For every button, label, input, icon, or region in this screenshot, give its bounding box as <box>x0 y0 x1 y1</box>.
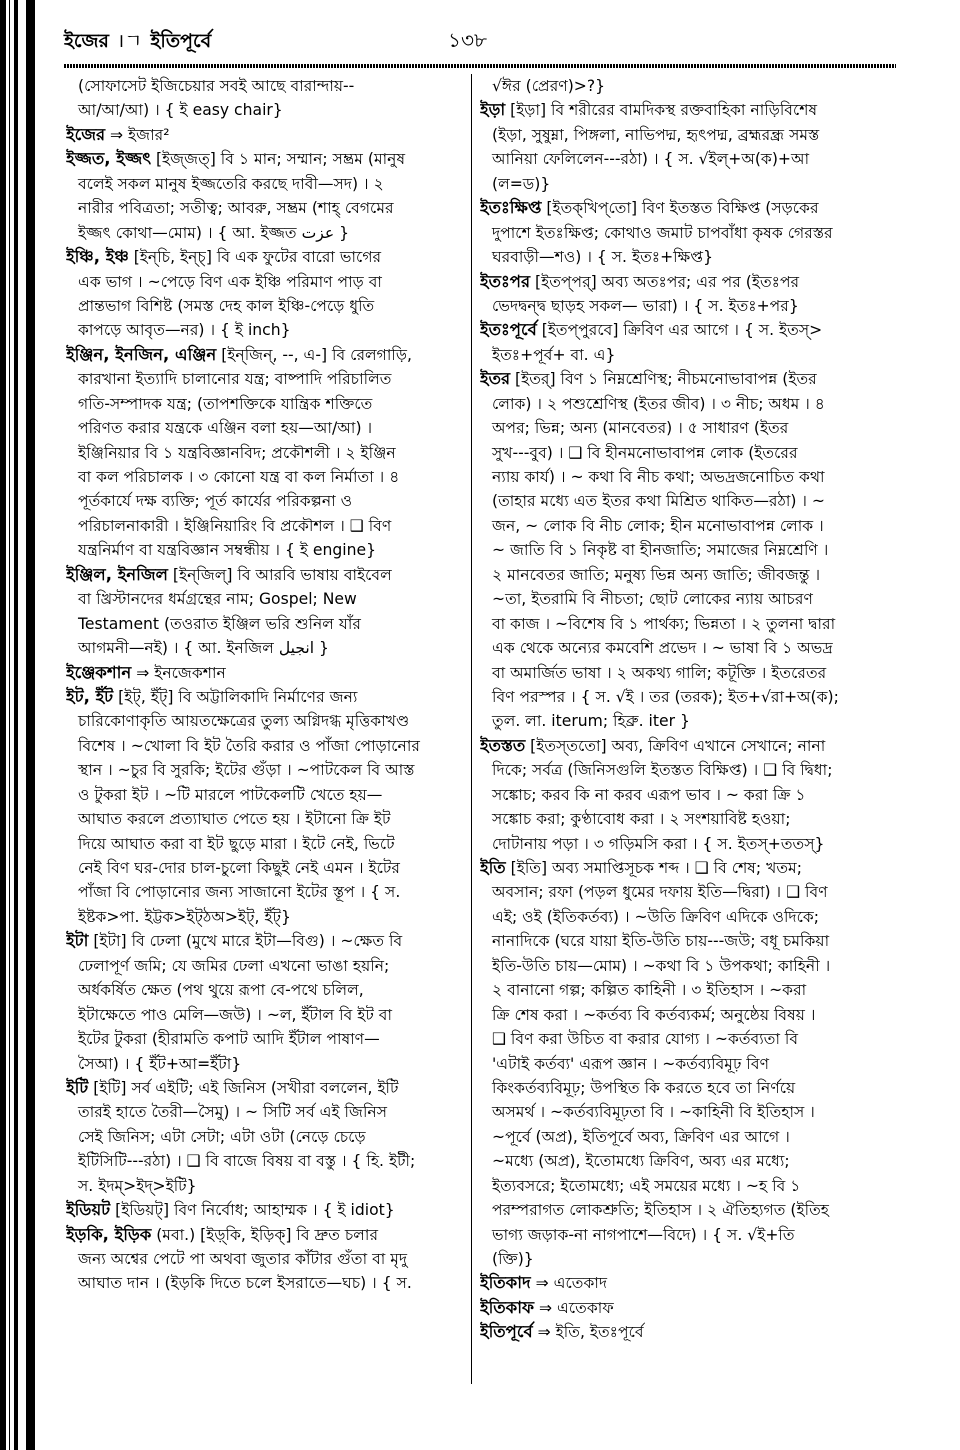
definition-text: নারীর পবিত্রতা; সতীত্ব; আবরু, সম্ভ্রম (শাহ্‌ বেগমের <box>78 199 394 218</box>
headword: ইতিপূর্বে <box>480 1322 533 1342</box>
text-line <box>66 294 462 318</box>
entry-line <box>66 661 462 685</box>
entry-line <box>480 270 894 294</box>
guide-words <box>64 26 211 59</box>
text-line <box>480 905 894 929</box>
text-line <box>66 489 462 513</box>
definition-text: ❑ বিণ করা উচিত বা করার যোগ্য । ~কর্তব্যতা বি <box>492 1030 799 1049</box>
text-line <box>480 1198 894 1222</box>
definition-text: 'এটাই কর্তব্য' এরূপ জ্ঞান । ~কর্তব্যবিমূঢ় বিণ <box>492 1054 769 1073</box>
definition-text: বিশেষ । ~খোলা বি ইট তৈরি করার ও পাঁজা পোড়ানোর <box>78 736 420 755</box>
text-line <box>480 1174 894 1198</box>
headword: ইতঃপর <box>480 271 531 291</box>
definition-text: সেই জিনিস; এটা সেটা; এটা ওটা (নেড়ে চেড়ে <box>78 1127 366 1146</box>
definition-text: পূর্তকার্যে দক্ষ ব্যক্তি; পূর্ত কার্যের পরিকল্পনা ও <box>78 492 353 511</box>
definition-text: আঘাত করলে প্রত্যাঘাত পেতে হয় । ইটানো ক্রি ইট <box>78 810 391 829</box>
text-line <box>66 1052 462 1076</box>
right-column <box>480 74 894 1345</box>
definition-text: কাপড়ে আবৃত—নর) । { ই inch} <box>78 321 291 340</box>
definition-text: ভেদদ্বন্দ্ব ছাড়হ সকল— ভারা) । { স. ইতঃ+পর} <box>492 296 799 315</box>
text-line <box>480 1247 894 1271</box>
text-line <box>66 1027 462 1051</box>
text-line <box>480 783 894 807</box>
definition-text: জন্য অশ্বের পেটে পা অথবা জুতার কাঁটার গুঁতা বা মৃদু <box>78 1250 408 1268</box>
entry-line <box>66 1198 462 1222</box>
page-number: ১৩৮ <box>448 28 487 52</box>
entry-line <box>480 196 894 220</box>
definition-text: ক্রি শেষ করা । ~কর্তব্য বি কর্তব্যকর্ম; অনুষ্ঠেয় বিষয় । <box>492 1005 816 1024</box>
text-line <box>66 954 462 978</box>
definition-text: [ইটি] সর্ব এইটি; এই জিনিস (সখীরা বললেন, ইটি <box>88 1078 399 1097</box>
text-line <box>480 172 894 196</box>
definition-text: পাঁজা বি পোড়ানোর জন্য সাজানো ইটের স্তূপ । { স. <box>78 883 401 902</box>
definition-text: ইজ্জৎ কোথা—মোম) । { আ. ইজ্জত عزت } <box>78 223 350 242</box>
definition-text: [ইন্‌জিল্‌] বি আরবি ভাষায় বাইবেল <box>167 565 392 584</box>
text-line <box>66 856 462 880</box>
scan-edge-line <box>9 0 10 1450</box>
text-line <box>66 318 462 342</box>
definition-text: ⇒ ইতি, ইতঃপূর্বে <box>532 1323 644 1342</box>
text-line <box>480 1125 894 1149</box>
definition-text: [ইড়া] বি শরীরের বামদিকস্থ রক্তবাহিকা নাড়িবিশেষ <box>505 101 818 120</box>
headword: ইতর <box>480 369 511 389</box>
definition-text: Testament (তওরাত ইঞ্জিল ভরি শুনিল যাঁর <box>78 614 361 633</box>
text-line <box>66 1149 462 1173</box>
text-line <box>66 905 462 929</box>
definition-text: (ক্তি)} <box>492 1250 534 1268</box>
definition-text: ইষ্টক>পা. ইট্টক>ইট্‌ঠঅ>ইট্‌, ইঁট্‌} <box>78 907 291 926</box>
definition-text: বা কল পরিচালক । ৩ কোনো যন্ত্র বা কল নির্মাতা । ৪ <box>78 468 400 486</box>
text-line <box>66 1271 462 1295</box>
definition-text: স. ইদম্‌>ইদ্‌>ইটি} <box>78 1176 197 1195</box>
entry-line <box>480 1320 894 1344</box>
definition-text: [ইতি] অব্য সমাপ্তিসূচক শব্দ । ❑ বি শেষ; খতম; <box>505 859 802 877</box>
text-line <box>66 514 462 538</box>
headword: ইতঃক্ষিপ্ত <box>480 198 542 218</box>
text-line <box>480 147 894 171</box>
definition-text: [ইতস্‌ততো] অব্য, ক্রিবিণ এখানে সেখানে; নানা <box>525 736 826 755</box>
headword: ইট, ইঁট <box>66 686 114 706</box>
definition-text: ~পূর্বে (অপ্র), ইতিপূর্বে অব্য, ক্রিবিণ এর আগে । <box>492 1127 790 1146</box>
definition-text: ২ বানানো গল্প; কল্পিত কাহিনী । ৩ ইতিহাস । ~করা <box>492 981 807 1000</box>
definition-text: বা কাজ । ~বিশেষ বি ১ পার্থক্য; ভিন্নতা । ২ তুলনা দ্বারা <box>492 614 836 633</box>
definition-text: অসমর্থ । ~কর্তব্যবিমূঢ়তা বি । ~কাহিনী বি ইতিহাস । <box>492 1103 815 1122</box>
definition-text: অবসান; রফা (পড়ল ধুমের দফায় ইতি—দ্বিরা) । ❑ বিণ <box>492 883 828 902</box>
text-line <box>66 196 462 220</box>
text-line <box>66 221 462 245</box>
text-line <box>480 587 894 611</box>
definition-text: নানাদিকে (ঘরে যায়া ইতি-উতি চায়---জউ; বধূ চমকিয়া <box>492 932 830 951</box>
headword: ইঞ্জিল, ইনজিল <box>66 564 168 584</box>
text-line <box>66 807 462 831</box>
definition-text: ~ জাতি বি ১ নিকৃষ্ট বা হীনজাতি; সমাজের নিম্নশ্রেণি । <box>492 541 829 560</box>
definition-text: সঙ্কোচ; করব কি না করব এরূপ ভাব । ~ করা ক্রি ১ <box>492 785 806 804</box>
text-line <box>66 392 462 416</box>
scan-edge-bar <box>26 0 35 1450</box>
scan-edge <box>0 0 36 1450</box>
entry-line <box>480 1271 894 1295</box>
text-line <box>66 587 462 611</box>
entry-line <box>66 245 462 269</box>
scan-edge-bar <box>14 0 18 1450</box>
entry-line <box>66 929 462 953</box>
text-line <box>66 880 462 904</box>
definition-text: (ল=ড)} <box>492 174 551 193</box>
definition-text: কিংকর্তব্যবিমূঢ়; উপস্থিত কি করতে হবে তা নির্ণয়ে <box>492 1078 796 1097</box>
definition-text: ⇒ এতেকাদ <box>530 1274 608 1293</box>
text-line <box>66 441 462 465</box>
headword: ইড়া <box>480 100 506 120</box>
definition-text: স্থান । ~চুর বি সুরকি; ইটের গুঁড়া । ~পাটকেল বি আস্ত <box>78 761 415 780</box>
definition-text: ⇒ ইনজেকশান <box>131 663 226 682</box>
definition-text: দিকে; সর্বত্র (জিনিসগুলি ইতস্তত বিক্ষিপ্ত) । ❑ বি দ্বিধা; <box>492 761 833 780</box>
text-line <box>66 172 462 196</box>
entry-line <box>66 343 462 367</box>
headword: ইতিকাফ <box>480 1297 535 1317</box>
text-line <box>480 807 894 831</box>
entry-line <box>480 98 894 122</box>
definition-text: ইত্যবসরে; ইতোমধ্যে; এই সময়ের মধ্যে । ~হ বি ১ <box>492 1176 801 1195</box>
headword: ইঞ্জিন, ইনজিন, এঞ্জিন <box>66 344 217 364</box>
text-line <box>480 758 894 782</box>
definition-text: পরিচালনাকারী । ইঞ্জিনিয়ারিং বি প্রকৌশল । ❑ বিণ <box>78 516 392 535</box>
text-line <box>66 1003 462 1027</box>
definition-text: সুখ---বুব) । ❑ বি হীনমনোভাবাপন্ন লোক (ইতরের <box>492 443 798 462</box>
text-line <box>66 832 462 856</box>
text-line <box>480 465 894 489</box>
definition-text: ⇒ ইজার² <box>105 125 170 144</box>
text-line <box>480 245 894 269</box>
definition-text: ~তা, ইতরামি বি নীচতা; ছোট লোকের ন্যায় আচরণ <box>492 590 813 609</box>
guide-word-first: ইজের <box>64 30 109 52</box>
text-line <box>480 221 894 245</box>
definition-text: ভাগ্য জড়াক-না নাগপাশে—বিদে) । { স. √ই+তি <box>492 1225 795 1244</box>
left-column <box>66 74 462 1296</box>
definition-text: [ইডিয়ট্‌] বিণ নির্বোধ; আহাম্মক । { ই idiot} <box>110 1201 395 1220</box>
definition-text: [ইট্‌, ইঁট্‌] বি অট্টালিকাদি নির্মাণের জন্য <box>113 687 358 706</box>
definition-text: বা অমার্জিত ভাষা । ২ অকথ্য গালি; কটূক্তি । ইতরেতর <box>492 663 827 682</box>
definition-text: [ইতর্‌] বিণ ১ নিম্নশ্রেণিস্থ; নীচমনোভাবাপন্ন (ইতর <box>510 370 817 389</box>
text-line <box>480 489 894 513</box>
text-line <box>480 1149 894 1173</box>
entry-line <box>66 147 462 171</box>
definition-text: [ইন্‌চি, ইন্‌চ্‌] বি এক ফুটের বারো ভাগের <box>128 248 382 267</box>
definition-text: অর্ধকর্ষিত ক্ষেত (পথ থুয়ে রূপা বে-পথে চলিল, <box>78 981 364 1000</box>
definition-text: চারিকোণাকৃতি আয়তক্ষেত্রের তুল্য অগ্নিদগ্ধ মৃত্তিকাখণ্ড <box>78 712 410 731</box>
definition-text: ⇒ এতেকাফ <box>534 1298 614 1317</box>
text-line <box>480 74 894 98</box>
text-line <box>480 612 894 636</box>
definition-text: ঘরবাড়ী—শও) । { স. ইতঃ+ক্ষিপ্ত} <box>492 248 713 267</box>
text-line <box>66 612 462 636</box>
text-line <box>66 1100 462 1124</box>
entry-line <box>66 563 462 587</box>
definition-text: ইঞ্জিনিয়ার বি ১ যন্ত্রবিজ্ঞানবিদ; প্রকৌশলী । ২ ইঞ্জিন <box>78 443 396 462</box>
definition-text: (ইড়া, সুষুম্না, পিঙ্গলা, নাভিপদ্ম, হৃৎপদ্ম, ব্রহ্মরন্ধ্র সমস্ত <box>492 125 820 144</box>
definition-text: আঘাত দান । (ইড়কি দিতে চলে ইসরাতে—ঘচ) । { স. <box>78 1274 412 1293</box>
text-line <box>66 98 462 122</box>
headword: ইতঃপূর্বে <box>480 320 537 340</box>
definition-text: (মবা.) [ইড়্‌কি, ইড়িক্‌] বি দ্রুত চলার <box>151 1225 379 1244</box>
definition-text: সৈআ) । { ইঁট+আ=ইঁটা} <box>78 1054 242 1073</box>
headword: ইতস্তত <box>480 735 526 755</box>
text-line <box>480 1027 894 1051</box>
text-line <box>480 392 894 416</box>
guide-word-last: ইতিপূর্বে <box>150 30 212 52</box>
text-line <box>480 1100 894 1124</box>
text-line <box>480 1076 894 1100</box>
scan-edge-bar <box>0 0 6 1450</box>
definition-text: পরিণত করার যন্ত্রকে এঞ্জিন বলা হয়—আ/আ) । <box>78 419 373 438</box>
text-line <box>66 734 462 758</box>
header-rule <box>64 64 896 68</box>
definition-text: আগমনী—নই) । { আ. ইনজিল انجیل } <box>78 639 329 658</box>
text-line <box>480 294 894 318</box>
definition-text: দিয়ে আঘাত করা বা ইট ছুড়ে মারা । ইটে নেই, ভিটে <box>78 834 395 853</box>
text-line <box>480 929 894 953</box>
entry-line <box>66 1223 462 1247</box>
headword: ইঞ্জেকশান <box>66 662 132 682</box>
definition-text: পরম্পরাগত লোকশ্রুতি; ইতিহাস । ২ ঐতিহ্যগত (ইতিহ <box>492 1201 829 1220</box>
definition-text: গতি-সম্পাদক যন্ত্র; (তাপশক্তিকে যান্ত্রিক শক্তিতে <box>78 394 373 413</box>
text-line <box>480 978 894 1002</box>
definition-text: বিণ পরস্পর । { স. √ই । তর (তরক); ইত+√রা+অ(ক); <box>492 687 839 706</box>
definition-text: ইটিসিটি---রঠা) । ❑ বি বাজে বিষয় বা বস্তু । { হি. ইটী; <box>78 1152 416 1171</box>
entry-line <box>66 685 462 709</box>
text-line <box>66 1125 462 1149</box>
definition-text: [ইতক্‌খিপ্‌তো] বিণ ইতস্তত বিক্ষিপ্ত (সড়কের <box>541 199 819 218</box>
text-line <box>480 538 894 562</box>
headword: ইডিয়ট <box>66 1200 111 1220</box>
text-line <box>480 709 894 733</box>
text-line <box>480 1052 894 1076</box>
text-line <box>480 685 894 709</box>
text-line <box>66 1247 462 1271</box>
headword: ইজ্জত, ইজ্জৎ <box>66 149 152 169</box>
text-line <box>66 270 462 294</box>
definition-text: [ইটা] বি ঢেলা (মুখে মারে ইটা—বিগু) । ~ক্ষেত বি <box>88 932 403 951</box>
text-line <box>480 832 894 856</box>
text-line <box>480 954 894 978</box>
text-line <box>66 416 462 440</box>
headword: ইজের <box>66 124 106 144</box>
text-line <box>66 709 462 733</box>
entry-line <box>480 318 894 342</box>
entry-line <box>480 1296 894 1320</box>
definition-text: ~মধ্যে (অপ্র), ইতোমধ্যে ক্রিবিণ, অব্য এর মধ্যে; <box>492 1152 790 1171</box>
entry-line <box>66 1076 462 1100</box>
definition-text: এক থেকে অন্যের কমবেশি প্রভেদ । ~ ভাষা বি ১ অভদ্র <box>492 639 833 658</box>
text-line <box>480 661 894 685</box>
definition-text: [ইতপ্‌পর্‌] অব্য অতঃপর; এর পর (ইতঃপর <box>530 272 800 291</box>
headword: ইড়কি, ইড়িক <box>66 1224 152 1244</box>
definition-text: আনিয়া ফেলিলেন---রঠা) । { স. √ইল্‌+অ(ক)+আ <box>492 150 810 169</box>
definition-text: [ইতপ্‌পুরবে] ক্রিবিণ এর আগে । { স. ইতস্‌> <box>536 321 823 340</box>
text-line <box>480 1223 894 1247</box>
definition-text: এই; ওই (ইতিকর্তব্য) । ~উতি ক্রিবিণ এদিকে ওদিকে; <box>492 907 820 926</box>
text-line <box>66 783 462 807</box>
definition-text: এক ভাগ । ~পেড়ে বিণ এক ইঞ্চি পরিমাণ পাড় বা <box>78 272 382 291</box>
column-divider <box>471 74 472 1384</box>
text-line <box>66 538 462 562</box>
text-line <box>66 367 462 391</box>
definition-text: সঙ্কোচ করা; কুণ্ঠাবোধ করা । ২ সংশয়াবিষ্ট হওয়া; <box>492 810 791 829</box>
definition-text: ও টুকরা ইট । ~টি মারলে পাটকেলটি খেতে হয়— <box>78 785 383 804</box>
text-line <box>66 465 462 489</box>
definition-text: ইটের টুকরা (হীরামতি কপাট আদি ইঁটাল পাষাণ— <box>78 1030 380 1049</box>
definition-text: অপর; ভিন্ন; অন্য (মানবেতর) । ৫ সাধারণ (ইতর <box>492 419 789 438</box>
text-line <box>480 563 894 587</box>
headword: ইটা <box>66 931 89 951</box>
definition-text: (তাহার মধ্যে এত ইতর কথা মিশ্রিত থাকিত—রঠা) । ~ <box>492 492 825 511</box>
text-line <box>66 758 462 782</box>
definition-text: যন্ত্রনির্মাণ বা যন্ত্রবিজ্ঞান সম্বন্ধীয় । { ই engine} <box>78 541 376 560</box>
headword: ইতি <box>480 858 506 877</box>
text-line <box>480 1003 894 1027</box>
text-line <box>66 978 462 1002</box>
headword: ইতিকাদ <box>480 1273 531 1293</box>
definition-text: তারই হাতে তৈরী—সৈমু) । ~ সিটি সর্ব এই জিনিস <box>78 1103 388 1122</box>
definition-text: কারখানা ইত্যাদি চালানোর যন্ত্র; বাষ্পাদি পরিচালিত <box>78 370 392 389</box>
definition-text: লোক) । ২ পশুশ্রেণিস্থ (ইতর জীব) । ৩ নীচ; অধম । ৪ <box>492 394 825 413</box>
headword: ইঞ্চি, ইঞ্চ <box>66 247 129 267</box>
text-line <box>480 636 894 660</box>
text-line <box>66 74 462 98</box>
definition-text: প্রান্তভাগ বিশিষ্ট (সমস্ত দেহ কাল ইঞ্চি-পেড়ে ধুতি <box>78 296 375 315</box>
definition-text: বা খ্রিস্টানদের ধর্মগ্রন্থের নাম; Gospel; New <box>78 590 357 609</box>
definition-text: ঢেলাপূর্ণ জমি; যে জমির ঢেলা এখনো ভাঙা হয়নি; <box>78 956 390 975</box>
definition-text: দোটানায় পড়া । ৩ গড়িমসি করা । { স. ইতস্‌+ততস্‌} <box>492 834 825 853</box>
definition-text: ইটাক্ষেতে পাও মেলি—জউ) । ~ল, ইঁটাল বি ইট বা <box>78 1005 392 1024</box>
definition-text: জন, ~ লোক বি নীচ লোক; হীন মনোভাবাপন্ন লোক । <box>492 516 824 535</box>
text-line <box>480 343 894 367</box>
definition-text: ইতি-উতি চায়—মোম) । ~কথা বি ১ উপকথা; কাহিনী । <box>492 956 831 975</box>
definition-text: বলেই সকল মানুষ ইজ্জতেরি করছে দাবী—সদ) । ২ <box>78 174 384 193</box>
guide-separator: ।ㄱ <box>116 30 143 52</box>
text-line <box>480 416 894 440</box>
definition-text: √ঈর (প্রেরণ)>?} <box>492 77 606 95</box>
text-line <box>480 514 894 538</box>
entry-line <box>480 856 894 880</box>
text-line <box>66 1174 462 1198</box>
text-line <box>480 123 894 147</box>
entry-line <box>480 734 894 758</box>
definition-text: ২ মানবেতর জাতি; মনুষ্য ভিন্ন অন্য জাতি; জীবজন্তু । <box>492 565 821 584</box>
definition-text: তুল. লা. iterum; হিব্রু. iter } <box>492 712 690 731</box>
definition-text: আ/আ/আ) । { ই easy chair} <box>78 101 283 120</box>
definition-text: [ইজ্‌জত্‌] বি ১ মান; সম্মান; সম্ভ্রম (মানুষ <box>151 150 406 169</box>
definition-text: [ইন্‌জিন্‌, --, এ-] বি রেলগাড়ি, <box>216 345 412 364</box>
text-line <box>480 880 894 904</box>
page-header <box>64 26 896 62</box>
definition-text: দুপাশে ইতঃক্ষিপ্ত; কোথাও জমাট চাপবাঁধা কৃষক গেরস্তর <box>492 223 833 242</box>
text-line <box>66 636 462 660</box>
definition-text: ন্যায় কার্য) । ~ কথা বি নীচ কথা; অভদ্রজনোচিত কথা <box>492 468 825 486</box>
definition-text: (সোফাসেট ইজিচেয়ার সবই আছে বারান্দায়-- <box>78 77 355 95</box>
definition-text: ইতঃ+পূর্ব+ বা. এ} <box>492 345 616 364</box>
entry-line <box>480 367 894 391</box>
entry-line <box>66 123 462 147</box>
headword: ইটি <box>66 1077 89 1097</box>
definition-text: নেই বিণ ঘর-দোর চাল-চুলো কিছুই নেই এমন । ইটের <box>78 859 400 877</box>
text-line <box>480 441 894 465</box>
